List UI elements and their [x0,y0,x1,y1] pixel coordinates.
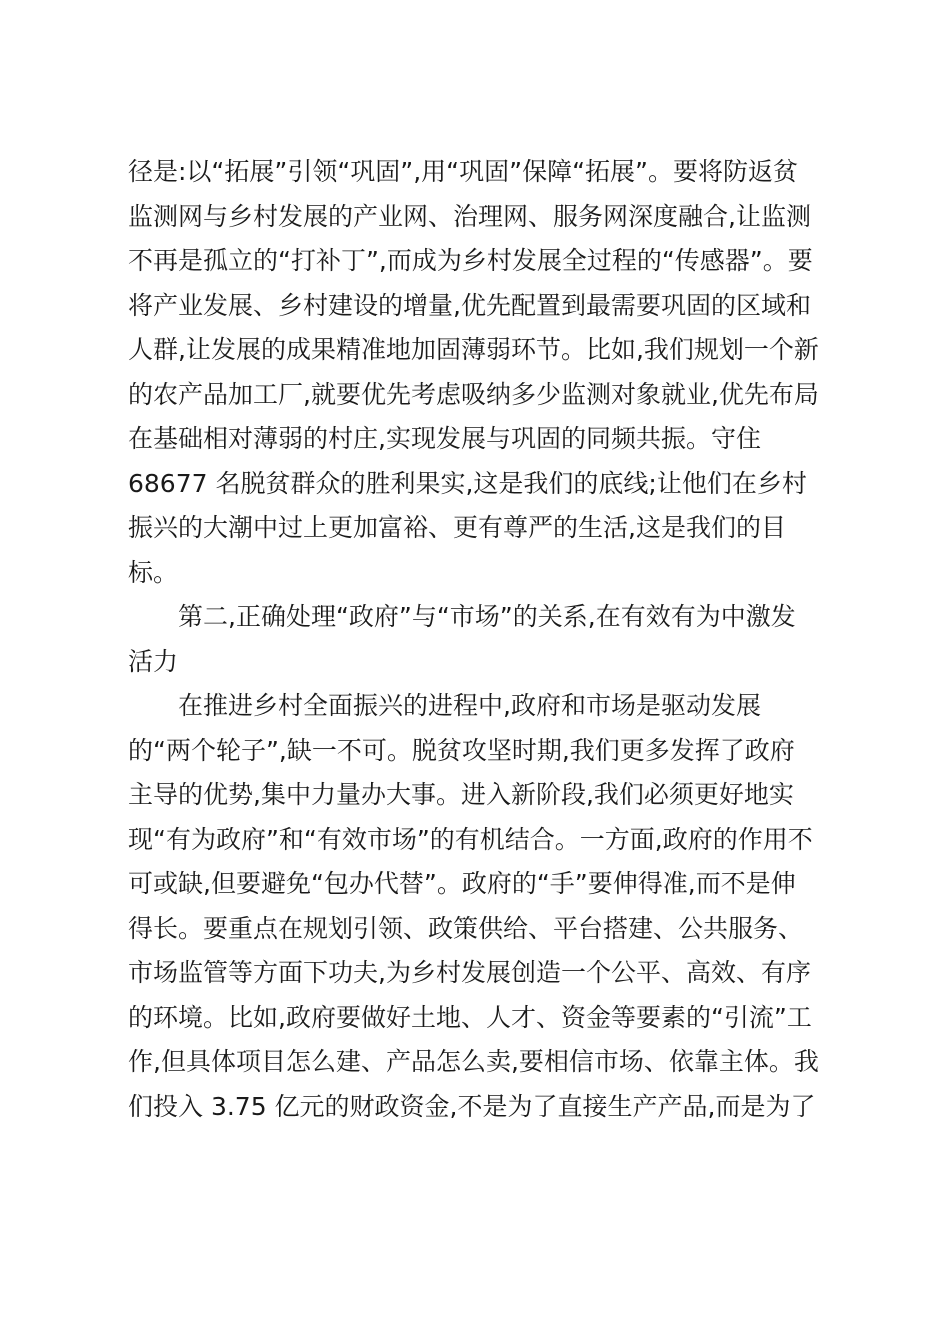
text-line: 的环境。比如,政府要做好土地、人才、资金等要素的“引流”工 [128,1002,812,1032]
text-line: 振兴的大潮中过上更加富裕、更有尊严的生活,这是我们的目 [128,513,786,542]
text-line: 主导的优势,集中力量办大事。进入新阶段,我们必须更好地实 [128,780,794,809]
text-line: 监测网与乡村发展的产业网、治理网、服务网深度融合,让监测 [128,201,811,231]
text-line: 的“两个轮子”,缺一不可。脱贫攻坚时期,我们更多发挥了政府 [128,735,795,765]
section-heading-continued: 活力 [128,646,179,676]
text-line: 在推进乡村全面振兴的进程中,政府和市场是驱动发展 [178,691,761,720]
text-line: 将产业发展、乡村建设的增量,优先配置到最需要巩固的区域和 [128,290,811,320]
text-line: 得长。要重点在规划引领、政策供给、平台搭建、公共服务、 [128,913,804,943]
text-line: 可或缺,但要避免“包办代替”。政府的“手”要伸得准,而不是伸 [128,869,796,898]
body-text [128,150,848,1129]
text-line: 的农产品加工厂,就要优先考虑吸纳多少监测对象就业,优先布局 [128,379,819,409]
text-line: 不再是孤立的“打补丁”,而成为乡村发展全过程的“传感器”。要 [128,246,813,275]
text-line: 作,但具体项目怎么建、产品怎么卖,要相信市场、依靠主体。我 [128,1047,819,1076]
section-heading: 第二,正确处理“政府”与“市场”的关系,在有效有为中激发 [178,602,796,631]
text-line: 人群,让发展的成果精准地加固薄弱环节。比如,我们规划一个新 [128,335,819,364]
text-line: 标。 [128,557,179,587]
text-line: 市场监管等方面下功夫,为乡村发展创造一个公平、高效、有序 [128,958,811,987]
text-line: 现“有为政府”和“有效市场”的有机结合。一方面,政府的作用不 [128,824,813,854]
text-line: 径是:以“拓展”引领“巩固”,用“巩固”保障“拓展”。要将防返贫 [128,157,798,186]
text-line: 在基础相对薄弱的村庄,实现发展与巩固的同频共振。守住 [128,424,761,453]
text-line: 68677 名脱贫群众的胜利果实,这是我们的底线;让他们在乡村 [128,468,807,498]
text-line: 们投入 3.75 亿元的财政资金,不是为了直接生产产品,而是为了 [128,1091,816,1121]
